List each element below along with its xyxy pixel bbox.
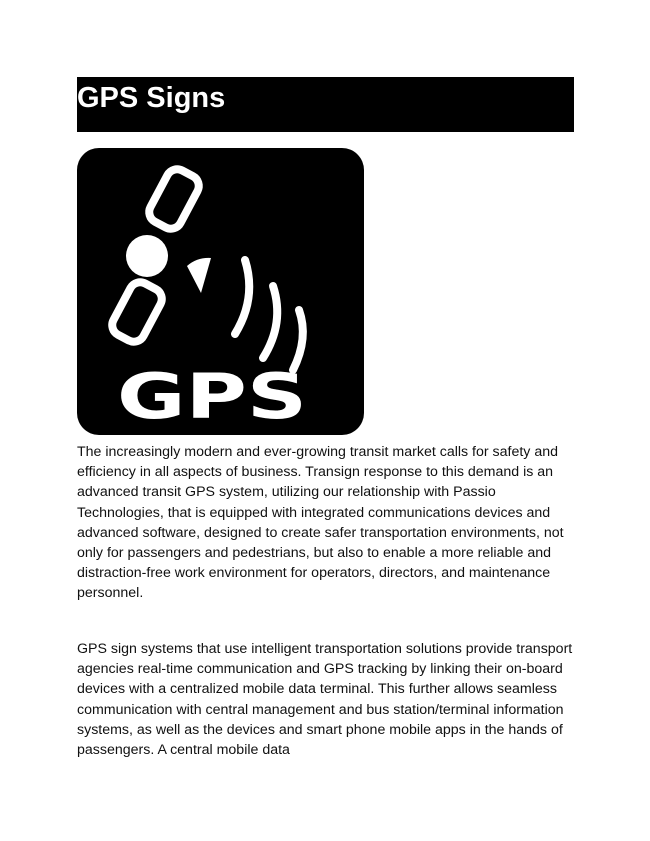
- title-bar: [77, 77, 574, 132]
- paragraph-intro: The increasingly modern and ever-growing transit market calls for safety and efficiency in all aspects of business. Transign response to this demand is an advanced transit GPS system, utilizing our relationship with Passio Technologies, that is equipped with integrated communications devices and advanced software, designed to create safer transportation environments, not only for passengers and pedestrians, but also to enable a more reliable and distraction-free work environment for operators, directors, and maintenance personnel.: [77, 444, 564, 602]
- gps-satellite-icon: [77, 148, 364, 435]
- page-title: GPS Signs: [77, 82, 226, 114]
- logo-wordmark: GPS: [117, 360, 307, 433]
- paragraph-systems: GPS sign systems that use intelligent transportation solutions provide transport agencies real-time communication and GPS tracking by linking their on-board devices with a centralized mobile data terminal. This further allows seamless communication with central management and bus station/terminal information systems, as well as the devices and smart phone mobile apps in the hands of passengers. A central mobile data: [77, 641, 573, 759]
